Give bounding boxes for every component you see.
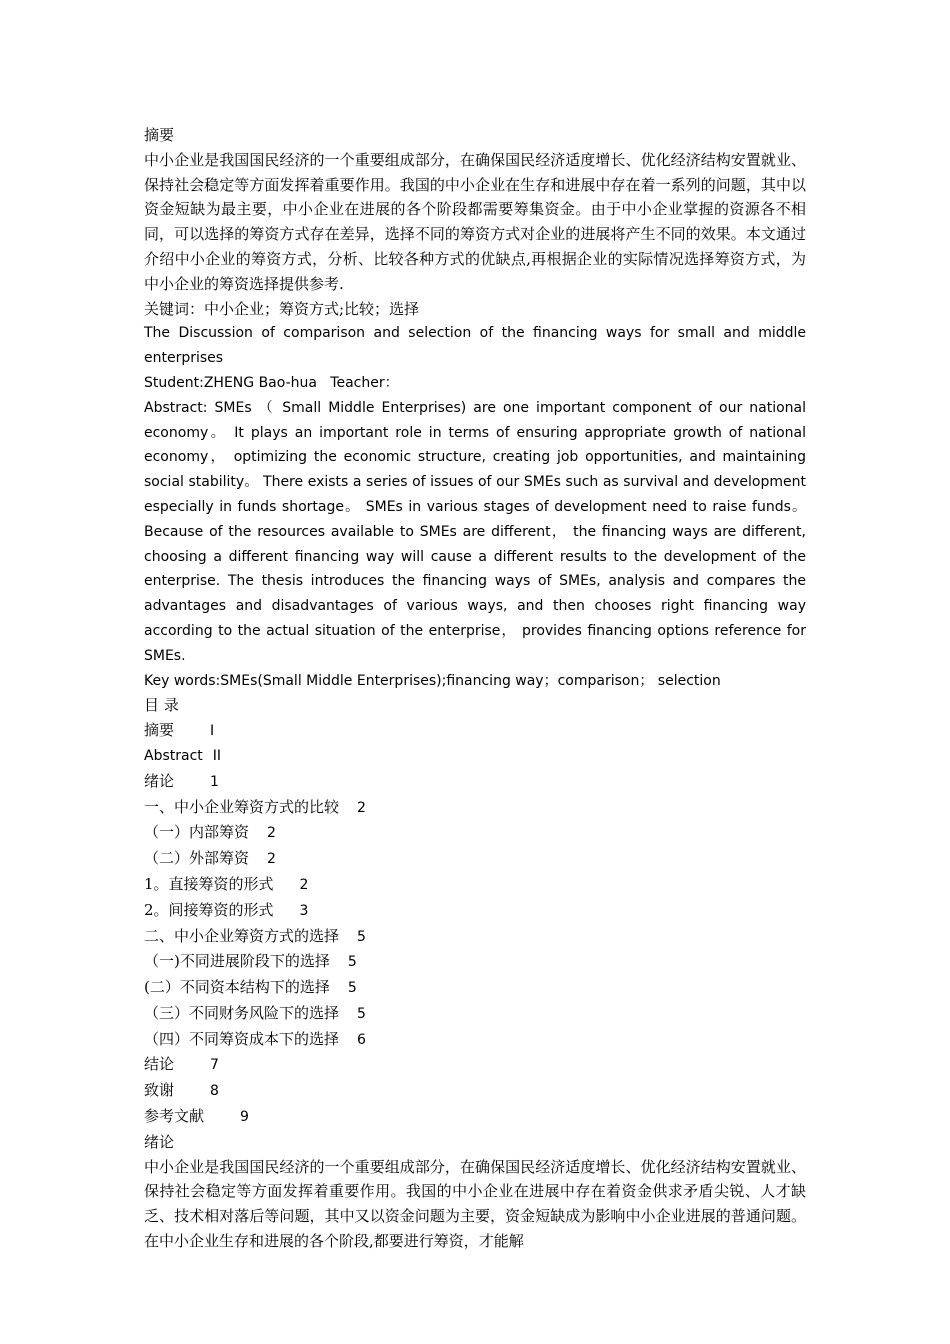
keywords-cn: 关键词：中小企业；筹资方式;比较；选择 [144,299,420,318]
toc-item[interactable]: （四）不同筹资成本下的选择 6 [144,1029,366,1048]
toc-list [144,718,806,1130]
toc-item[interactable]: 结论 7 [144,1055,219,1074]
english-abstract: Abstract: SMEs （ Small Middle Enterprises) are one important component of our national economy。 It plays an important role in terms of ensuring appropriate growth of national economy， optimizing the economic structure, creating job opportunities, and maintaining social stability。 There exists a series of issues of our SMEs such as survival and development especially in funds shortage。 SMEs in various stages of development need to raise funds。 Because of the resources available to SMEs are different， the financing ways are different, choosing a different financing way will cause a different results to the development of the enterprise. The thesis introduces the financing ways of SMEs, analysis and compares the advantages and disadvantages of various ways, and then chooses right financing way according to the actual situation of the enterprise， provides financing options reference for SMEs. [144,399,806,664]
toc-item[interactable]: 参考文献 9 [144,1107,249,1126]
toc-item[interactable]: 二、中小企业筹资方式的选择 5 [144,926,366,945]
intro-body: 中小企业是我国国民经济的一个重要组成部分，在确保国民经济适度增长、优化经济结构安置就业、保持社会稳定等方面发挥着重要作用。我国的中小企业在进展中存在着资金供求矛盾尖锐、人才缺乏、技术相对落后等问题，其中又以资金问题为主要，资金短缺成为影响中小企业进展的普通问题。在中小企业生存和进展的各个阶段,都要进行筹资，才能解 [144,1157,806,1251]
toc-item[interactable]: 摘要 I [144,721,215,740]
toc-item[interactable]: 一、中小企业筹资方式的比较 2 [144,797,366,816]
student-teacher-line: Student:ZHENG Bao-hua Teacher： [144,374,399,391]
toc-item[interactable]: （二）外部筹资 2 [144,849,276,868]
abstract-heading: 摘要 [144,126,175,144]
toc-item[interactable]: 1。直接筹资的形式 2 [144,874,309,893]
intro-heading: 绪论 [144,1132,175,1151]
english-keywords: Key words:SMEs(Small Middle Enterprises);financing way；comparison； selection [144,672,721,689]
toc-item[interactable]: （一)不同进展阶段下的选择 5 [144,952,357,971]
abstract-body: 中小企业是我国国民经济的一个重要组成部分，在确保国民经济适度增长、优化经济结构安置就业、保持社会稳定等方面发挥着重要作用。我国的中小企业在生存和进展中存在着一系列的问题，其中以资金短缺为最主要，中小企业在进展的各个阶段都需要筹集资金。由于中小企业掌握的资源各不相同，可以选择的筹资方式存在差异，选择不同的筹资方式对企业的进展将产生不同的效果。本文通过介绍中小企业的筹资方式，分析、比较各种方式的优缺点,再根据企业的实际情况选择筹资方式，为中小企业的筹资选择提供参考. [144,150,806,293]
document-page [144,123,806,1254]
toc-item[interactable]: Abstract II [144,747,222,764]
toc-item[interactable]: (二）不同资本结构下的选择 5 [144,978,357,997]
toc-heading: 目 录 [144,696,179,715]
english-title: The Discussion of comparison and selection of the financing ways for small and middle enterprises [144,325,806,367]
toc-item[interactable]: 2。间接筹资的形式 3 [144,900,309,919]
toc-item[interactable]: （一）内部筹资 2 [144,823,276,842]
toc-item[interactable]: 绪论 1 [144,771,219,790]
toc-item[interactable]: 致谢 8 [144,1081,219,1100]
toc-item[interactable]: （三）不同财务风险下的选择 5 [144,1003,366,1022]
